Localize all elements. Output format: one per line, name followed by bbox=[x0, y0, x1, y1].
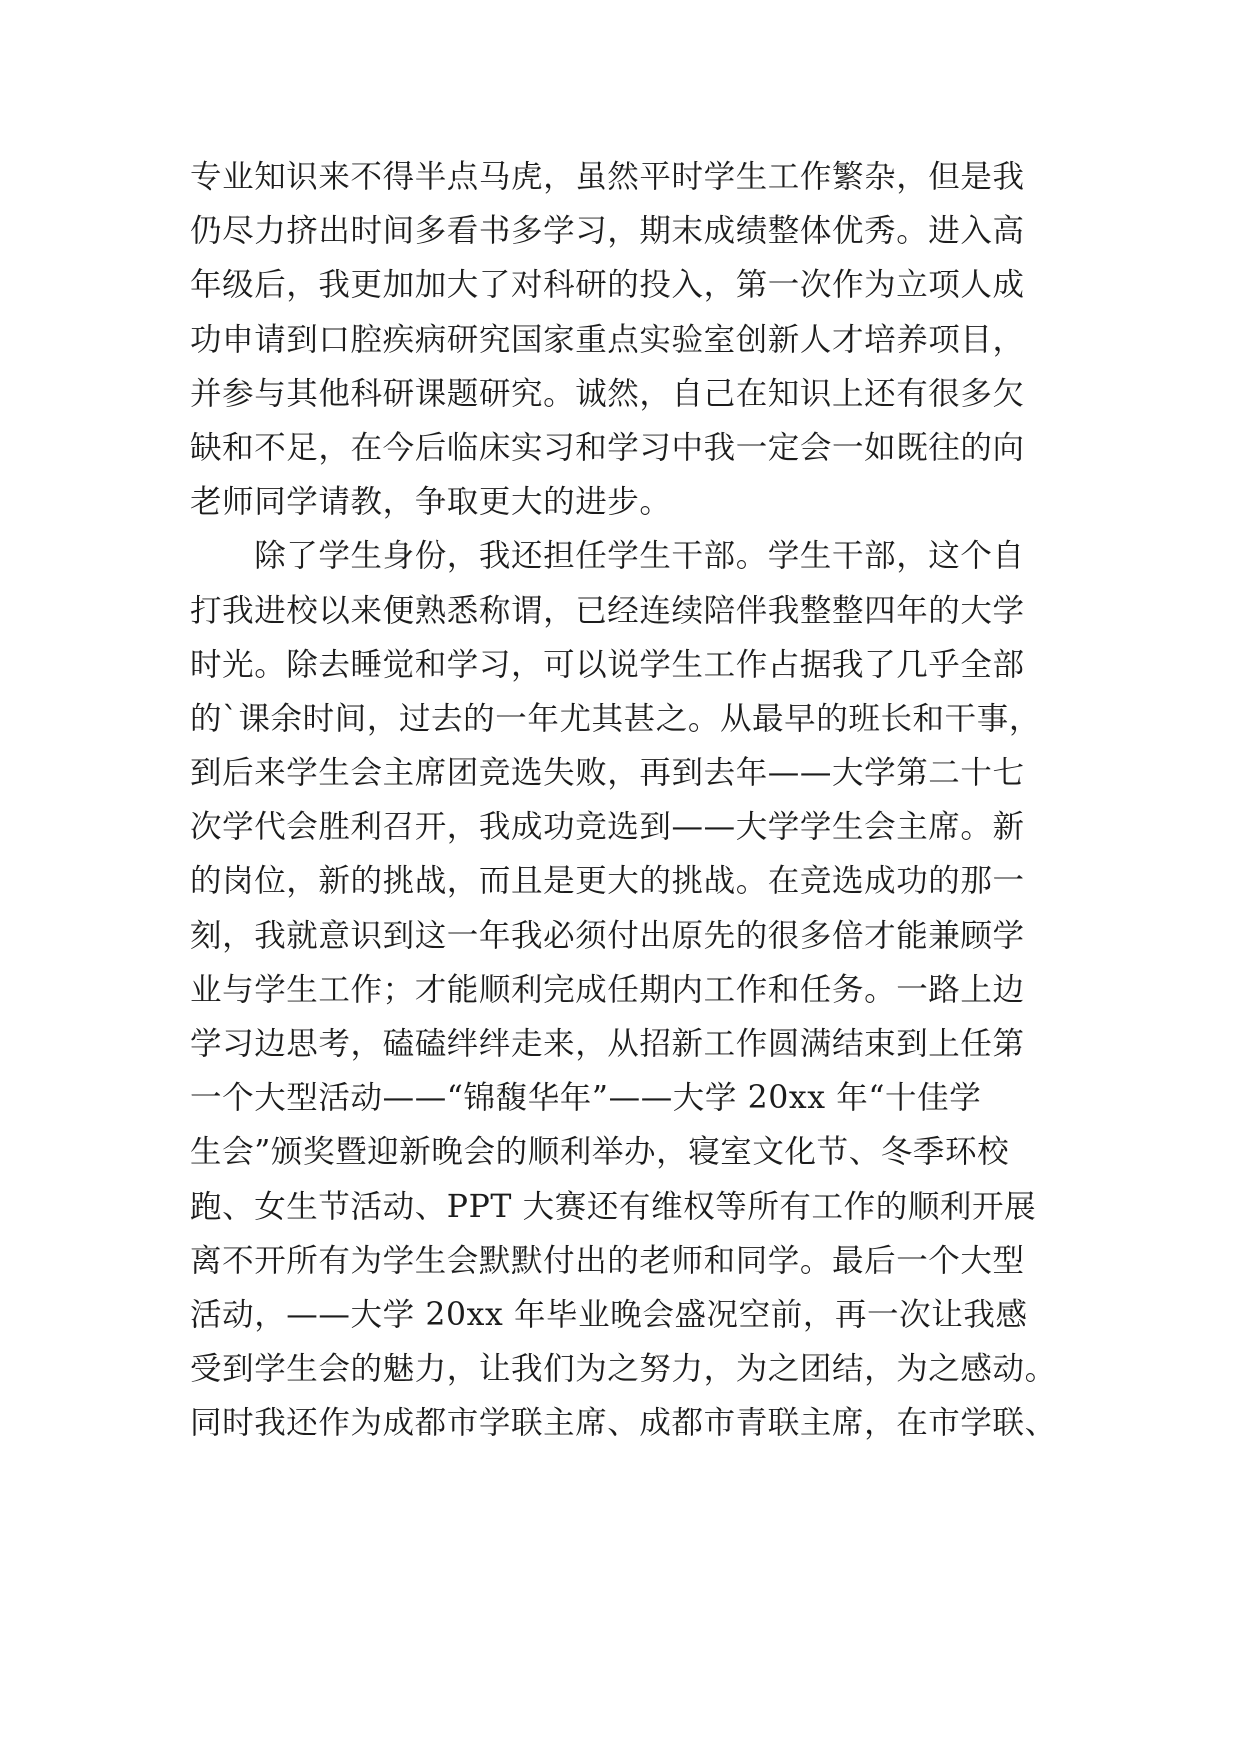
text-line: 刻，我就意识到这一年我必须付出原先的很多倍才能兼顾学 bbox=[190, 917, 1025, 954]
text-line: 专业知识来不得半点马虎，虽然平时学生工作繁杂，但是我 bbox=[190, 159, 1025, 195]
text-line: 次学代会胜利召开，我成功竞选到——大学学生会主席。新 bbox=[190, 809, 1025, 846]
text-line: 缺和不足，在今后临床实习和学习中我一定会一如既往的向 bbox=[190, 429, 1025, 466]
text-line: 并参与其他科研课题研究。诚然，自己在知识上还有很多欠 bbox=[190, 375, 1025, 412]
text-line: 打我进校以来便熟悉称谓，已经连续陪伴我整整四年的大学 bbox=[190, 592, 1025, 629]
paragraph-2 bbox=[190, 529, 1057, 1450]
text-line: 到后来学生会主席团竞选失败，再到去年——大学第二十七 bbox=[190, 755, 1025, 792]
text-line: 同时我还作为成都市学联主席、成都市青联主席，在市学联、 bbox=[190, 1405, 1057, 1442]
text-line: 功申请到口腔疾病研究国家重点实验室创新人才培养项目， bbox=[190, 321, 1025, 358]
text-line: 业与学生工作；才能顺利完成任期内工作和任务。一路上边 bbox=[190, 971, 1025, 1008]
text-line: 的`课余时间，过去的一年尤其甚之。从最早的班长和干事， bbox=[190, 700, 1041, 737]
text-line: 学习边思考，磕磕绊绊走来，从招新工作圆满结束到上任第 bbox=[190, 1026, 1025, 1062]
text-line: 一个大型活动——“锦馥华年”——大学 20xx 年“十佳学 bbox=[190, 1080, 982, 1117]
text-line: 跑、女生节活动、PPT 大赛还有维权等所有工作的顺利开展 bbox=[190, 1188, 1037, 1225]
text-line: 的岗位，新的挑战，而且是更大的挑战。在竞选成功的那一 bbox=[190, 863, 1025, 900]
text-line: 仍尽力挤出时间多看书多学习，期末成绩整体优秀。进入高 bbox=[190, 213, 1025, 250]
text-line: 生会”颁奖暨迎新晚会的顺利举办，寝室文化节、冬季环校 bbox=[190, 1134, 1010, 1171]
text-line: 除了学生身份，我还担任学生干部。学生干部，这个自 bbox=[190, 538, 1025, 575]
text-line: 活动，——大学 20xx 年毕业晚会盛况空前，再一次让我感 bbox=[190, 1296, 1028, 1333]
text-line: 年级后，我更加加大了对科研的投入，第一次作为立项人成 bbox=[190, 267, 1025, 304]
text-line: 受到学生会的魅力，让我们为之努力，为之团结，为之感动。 bbox=[190, 1351, 1057, 1388]
text-line: 时光。除去睡觉和学习，可以说学生工作占据我了几乎全部 bbox=[190, 646, 1025, 683]
text-line: 离不开所有为学生会默默付出的老师和同学。最后一个大型 bbox=[190, 1242, 1025, 1279]
text-line: 老师同学请教，争取更大的进步。 bbox=[190, 484, 672, 521]
document-body bbox=[190, 150, 1057, 1451]
paragraph-1 bbox=[190, 150, 1050, 529]
